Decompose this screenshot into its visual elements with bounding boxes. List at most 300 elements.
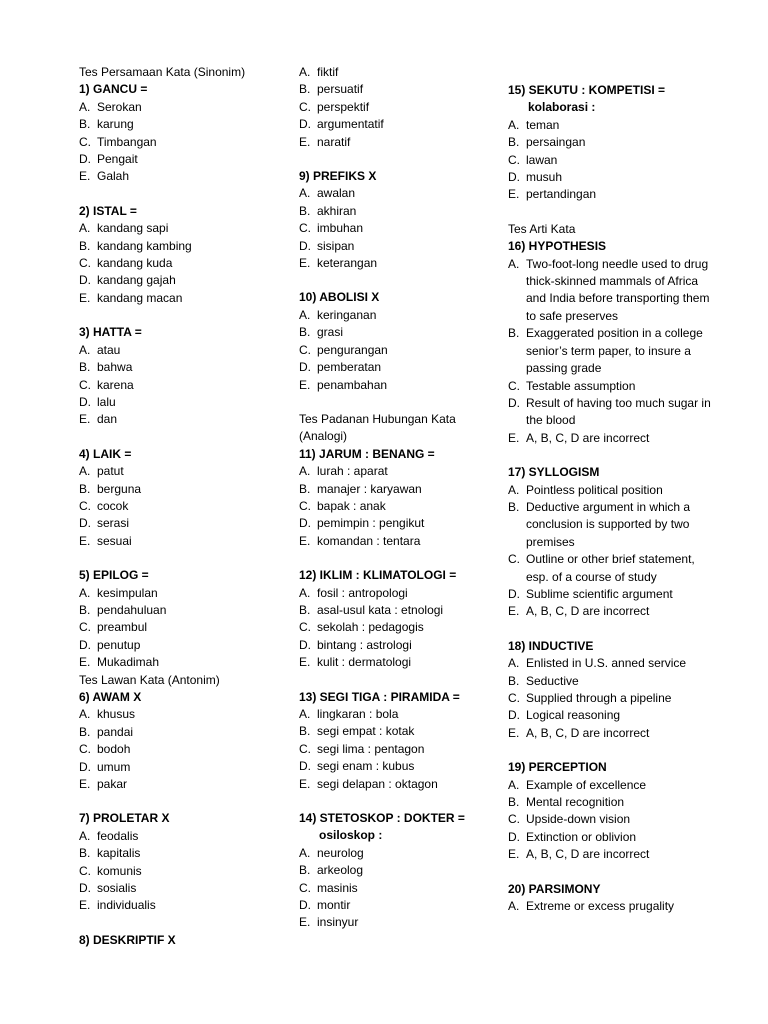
question-15-head: 15) SEKUTU : KOMPETISI = — [508, 83, 666, 97]
option-text: pandai — [97, 724, 134, 739]
option-text: umum — [97, 759, 131, 774]
option-letter: C. — [79, 256, 91, 271]
column-3 — [508, 82, 718, 915]
option-letter: E. — [79, 412, 91, 427]
option-text: Pengait — [97, 152, 138, 167]
option-letter: C. — [508, 812, 520, 827]
option-text: bintang : astrologi — [317, 637, 412, 652]
option-11b — [299, 481, 494, 498]
option-text: pertandingan — [526, 187, 597, 202]
question-1-head: 1) GANCU = — [79, 82, 148, 97]
option-letter: E. — [299, 533, 311, 548]
option-letter: E. — [508, 847, 520, 862]
option-text: segi empat : kotak — [317, 724, 415, 739]
option-letter: C. — [508, 691, 520, 705]
option-text: berguna — [97, 481, 142, 496]
option-letter: C. — [299, 498, 311, 513]
option-17c — [508, 551, 718, 586]
option-15e — [508, 186, 718, 203]
option-text: penutup — [97, 637, 141, 652]
option-18b — [508, 673, 718, 690]
option-text: Galah — [97, 169, 130, 184]
option-letter: C. — [508, 152, 520, 167]
option-letter: C. — [79, 863, 91, 878]
option-letter: C. — [299, 99, 311, 114]
option-letter: C. — [79, 377, 91, 392]
option-text: Two-foot-long needle used to drug thick-skinned mammals of Africa and India before transporting them to safe preserves — [526, 256, 710, 323]
option-letter: A. — [299, 307, 311, 322]
option-letter: D. — [299, 898, 311, 913]
question-13-head: 13) SEGI TIGA : PIRAMIDA = — [299, 689, 460, 704]
option-18c — [508, 690, 718, 707]
option-letter: A. — [508, 256, 520, 271]
option-letter: A. — [508, 482, 520, 497]
question-11-head: 11) JARUM : BENANG = — [299, 446, 435, 461]
question-19 — [508, 759, 718, 863]
option-letter: A. — [508, 117, 520, 132]
option-11d — [299, 515, 494, 532]
question-20 — [508, 881, 718, 916]
option-letter: A. — [299, 585, 311, 600]
option-4d — [79, 515, 279, 532]
option-text: fosil : antropologi — [317, 585, 408, 600]
option-letter: A. — [299, 186, 311, 201]
option-2b — [79, 238, 279, 255]
option-letter: C. — [79, 134, 91, 149]
option-10d — [299, 359, 494, 376]
question-4-head: 4) LAIK = — [79, 446, 132, 461]
option-text: teman — [526, 117, 560, 132]
question-5 — [79, 567, 279, 671]
option-text: A, B, C, D are incorrect — [526, 604, 650, 619]
option-text: bahwa — [97, 360, 133, 375]
option-19d — [508, 829, 718, 846]
option-5e — [79, 654, 279, 671]
option-text: segi enam : kubus — [317, 759, 415, 774]
option-6d — [79, 759, 279, 776]
question-6-head: 6) AWAM X — [79, 690, 142, 704]
option-letter: C. — [79, 620, 91, 635]
option-letter: C. — [299, 342, 311, 357]
option-text: Timbangan — [97, 134, 157, 149]
option-10c — [299, 342, 494, 359]
column-1 — [79, 64, 279, 949]
option-10b — [299, 324, 494, 341]
option-6c — [79, 741, 279, 758]
option-11e — [299, 533, 494, 550]
question-18 — [508, 638, 718, 742]
option-text: Outline or other brief statement, esp. of a course of study — [526, 552, 695, 584]
option-text: imbuhan — [317, 221, 364, 236]
option-text: asal-usul kata : etnologi — [317, 602, 444, 617]
question-16-head: 16) HYPOTHESIS — [508, 239, 607, 254]
option-17a — [508, 482, 718, 499]
option-text: sosialis — [97, 881, 137, 896]
option-7a — [79, 828, 279, 845]
option-6b — [79, 724, 279, 741]
option-letter: A. — [79, 221, 91, 236]
option-5b — [79, 602, 279, 619]
option-letter: A. — [79, 342, 91, 357]
option-1c — [79, 134, 279, 151]
option-7c — [79, 863, 279, 880]
question-9 — [299, 168, 494, 272]
option-text: Testable assumption — [526, 378, 636, 393]
option-7e — [79, 897, 279, 914]
option-19e — [508, 846, 718, 863]
option-text: keringanan — [317, 307, 377, 322]
question-10-head: 10) ABOLISI X — [299, 290, 380, 305]
question-19-head: 19) PERCEPTION — [508, 760, 607, 775]
option-letter: D. — [508, 395, 520, 410]
question-2 — [79, 203, 279, 307]
option-letter: D. — [299, 117, 311, 132]
option-text: manajer : karyawan — [317, 481, 422, 496]
option-letter: B. — [508, 326, 520, 341]
option-9a — [299, 185, 494, 202]
option-letter: C. — [508, 378, 520, 393]
option-13d — [299, 758, 494, 775]
option-2e — [79, 290, 279, 307]
option-letter: C. — [299, 620, 311, 635]
option-letter: C. — [79, 742, 91, 757]
option-text: kandang sapi — [97, 221, 169, 236]
option-18d — [508, 707, 718, 724]
option-text: lingkaran : bola — [317, 707, 399, 721]
option-text: Exaggerated position in a college senior’s term paper, to insure a passing grade — [526, 326, 703, 376]
option-text: kapitalis — [97, 846, 141, 861]
option-text: masinis — [317, 880, 358, 895]
option-letter: D. — [299, 238, 311, 253]
option-15d — [508, 169, 718, 186]
option-6e — [79, 776, 279, 793]
option-text: Sublime scientific argument — [526, 586, 673, 601]
option-19c — [508, 811, 718, 828]
option-letter: A. — [79, 464, 91, 479]
option-4e — [79, 533, 279, 550]
option-letter: B. — [79, 724, 91, 739]
option-letter: B. — [299, 863, 311, 878]
option-letter: B. — [79, 117, 91, 132]
option-3e — [79, 411, 279, 428]
option-text: pengurangan — [317, 342, 388, 357]
option-11c — [299, 498, 494, 515]
option-letter: E. — [79, 898, 91, 913]
option-text: karena — [97, 377, 134, 392]
option-16d — [508, 395, 718, 430]
option-text: Mukadimah — [97, 655, 160, 670]
option-19b — [508, 794, 718, 811]
option-text: kandang kambing — [97, 238, 192, 253]
question-10 — [299, 289, 494, 393]
option-letter: A. — [79, 707, 91, 722]
option-letter: B. — [299, 602, 311, 617]
option-text: neurolog — [317, 845, 364, 860]
question-11 — [299, 446, 494, 550]
option-text: musuh — [526, 170, 563, 185]
option-20a — [508, 898, 718, 915]
option-9c — [299, 220, 494, 237]
option-letter: E. — [79, 290, 91, 305]
option-16c — [508, 378, 718, 395]
option-letter: D. — [508, 708, 520, 723]
option-12a — [299, 585, 494, 602]
option-letter: B. — [508, 673, 520, 688]
option-letter: A. — [79, 99, 91, 114]
option-letter: A. — [299, 65, 311, 79]
option-letter: B. — [299, 82, 311, 97]
option-letter: C. — [299, 880, 311, 895]
option-4b — [79, 481, 279, 498]
option-letter: B. — [79, 846, 91, 861]
option-letter: B. — [79, 481, 91, 496]
option-text: preambul — [97, 620, 148, 635]
option-letter: D. — [508, 170, 520, 185]
option-14e — [299, 914, 494, 931]
option-13b — [299, 723, 494, 740]
option-text: sekolah : pedagogis — [317, 620, 424, 635]
option-letter: B. — [299, 203, 311, 218]
option-letter: E. — [299, 134, 311, 149]
option-text: serasi — [97, 516, 130, 531]
option-text: pakar — [97, 777, 128, 792]
option-text: dan — [97, 412, 118, 427]
option-4c — [79, 498, 279, 515]
option-letter: D. — [299, 759, 311, 774]
option-16b — [508, 325, 718, 377]
option-letter: A. — [299, 707, 311, 721]
section-title-antonim: Tes Lawan Kata (Antonim) — [79, 672, 220, 687]
option-text: pemimpin : pengikut — [317, 516, 425, 531]
option-text: persuatif — [317, 82, 364, 97]
option-9b — [299, 203, 494, 220]
option-text: A, B, C, D are incorrect — [526, 725, 650, 740]
option-17d — [508, 586, 718, 603]
option-3a — [79, 342, 279, 359]
option-letter: A. — [508, 777, 520, 792]
option-9e — [299, 255, 494, 272]
option-letter: B. — [508, 135, 520, 150]
option-letter: A. — [508, 656, 520, 671]
option-letter: B. — [79, 360, 91, 375]
option-text: arkeolog — [317, 863, 364, 878]
option-2d — [79, 272, 279, 289]
option-text: Logical reasoning — [526, 708, 621, 723]
option-letter: C. — [299, 221, 311, 236]
option-text: penambahan — [317, 377, 388, 392]
question-8-head: 8) DESKRIPTIF X — [79, 932, 176, 947]
option-3c — [79, 377, 279, 394]
option-letter: D. — [299, 637, 311, 652]
question-6 — [79, 689, 279, 793]
option-text: Supplied through a pipeline — [526, 691, 672, 705]
option-letter: A. — [508, 899, 520, 914]
option-letter: E. — [299, 915, 311, 930]
option-text: persaingan — [526, 135, 586, 150]
option-letter: B. — [299, 724, 311, 739]
option-8b — [299, 81, 494, 98]
question-7-head: 7) PROLETAR X — [79, 811, 170, 826]
option-text: sesuai — [97, 533, 132, 548]
option-10e — [299, 377, 494, 394]
question-4 — [79, 446, 279, 550]
option-text: perspektif — [317, 99, 370, 114]
option-text: awalan — [317, 186, 356, 201]
question-15 — [508, 82, 718, 204]
option-text: kandang macan — [97, 290, 183, 305]
option-text: keterangan — [317, 256, 378, 271]
option-text: argumentatif — [317, 117, 384, 132]
question-17-head: 17) SYLLOGISM — [508, 465, 600, 480]
option-text: komandan : tentara — [317, 533, 421, 548]
option-16e — [508, 430, 718, 447]
option-text: Upside-down vision — [526, 812, 631, 827]
option-12c — [299, 619, 494, 636]
option-text: pendahuluan — [97, 602, 167, 617]
question-9-head: 9) PREFIKS X — [299, 169, 377, 184]
option-8e — [299, 134, 494, 151]
option-letter: E. — [79, 655, 91, 670]
option-9d — [299, 238, 494, 255]
option-text: A, B, C, D are incorrect — [526, 847, 650, 862]
option-text: individualis — [97, 898, 156, 913]
option-text: Mental recognition — [526, 795, 625, 810]
option-letter: E. — [299, 776, 311, 791]
option-15c — [508, 152, 718, 169]
option-text: naratif — [317, 134, 351, 149]
option-text: Enlisted in U.S. anned service — [526, 656, 687, 671]
option-3d — [79, 394, 279, 411]
question-16 — [508, 238, 718, 447]
option-letter: B. — [299, 481, 311, 496]
option-8a — [299, 64, 494, 81]
option-text: bodoh — [97, 742, 131, 757]
option-12e — [299, 654, 494, 671]
option-text: A, B, C, D are incorrect — [526, 430, 650, 445]
question-14-sub: osiloskop : — [319, 828, 383, 843]
option-3b — [79, 359, 279, 376]
option-letter: D. — [79, 881, 91, 896]
option-text: lawan — [526, 152, 558, 167]
option-text: montir — [317, 898, 351, 913]
option-2c — [79, 255, 279, 272]
option-16a — [508, 256, 718, 326]
question-13 — [299, 689, 494, 793]
option-letter: C. — [299, 741, 311, 756]
option-text: lalu — [97, 394, 116, 409]
option-text: fiktif — [317, 65, 339, 79]
option-text: Extreme or excess prugality — [526, 899, 675, 914]
option-12d — [299, 637, 494, 654]
option-letter: B. — [508, 499, 520, 514]
question-18-head: 18) INDUCTIVE — [508, 638, 594, 653]
option-letter: D. — [79, 759, 91, 774]
option-letter: E. — [79, 533, 91, 548]
option-text: kandang kuda — [97, 256, 173, 271]
option-1b — [79, 116, 279, 133]
option-letter: E. — [79, 777, 91, 792]
option-15a — [508, 117, 718, 134]
option-letter: A. — [299, 845, 311, 860]
option-14c — [299, 880, 494, 897]
option-1a — [79, 99, 279, 116]
option-8c — [299, 99, 494, 116]
option-13c — [299, 741, 494, 758]
option-10a — [299, 307, 494, 324]
option-letter: E. — [508, 430, 520, 445]
question-17 — [508, 464, 718, 621]
option-text: bapak : anak — [317, 498, 386, 513]
option-letter: B. — [508, 795, 520, 810]
option-letter: D. — [299, 516, 311, 531]
option-letter: D. — [79, 637, 91, 652]
option-text: kandang gajah — [97, 273, 176, 288]
option-text: Result of having too much sugar in the blood — [526, 395, 711, 428]
option-text: Deductive argument in which a conclusion is supported by two premises — [526, 499, 691, 549]
question-7 — [79, 810, 279, 914]
option-text: atau — [97, 342, 121, 357]
option-6a — [79, 706, 279, 723]
option-letter: E. — [299, 256, 311, 271]
option-7d — [79, 880, 279, 897]
option-letter: D. — [508, 829, 520, 844]
option-text: Pointless political position — [526, 482, 663, 497]
option-2a — [79, 220, 279, 237]
option-text: akhiran — [317, 203, 357, 218]
option-letter: B. — [79, 602, 91, 617]
option-letter: D. — [79, 394, 91, 409]
question-5-head: 5) EPILOG = — [79, 568, 149, 583]
option-text: lurah : aparat — [317, 464, 388, 479]
option-letter: A. — [79, 585, 91, 600]
option-14b — [299, 862, 494, 879]
section-title-arti-kata: Tes Arti Kata — [508, 221, 576, 236]
option-14a — [299, 845, 494, 862]
option-letter: B. — [299, 325, 311, 340]
option-letter: B. — [79, 238, 91, 253]
option-7b — [79, 845, 279, 862]
option-letter: A. — [79, 828, 91, 843]
option-18e — [508, 725, 718, 742]
option-5c — [79, 619, 279, 636]
option-text: sisipan — [317, 238, 355, 253]
option-5a — [79, 585, 279, 602]
option-text: kulit : dermatologi — [317, 655, 412, 670]
option-13a — [299, 706, 494, 723]
section-title-analogi: Tes Padanan Hubungan Kata (Analogi) — [299, 411, 456, 444]
option-letter: E. — [508, 604, 520, 619]
option-letter: D. — [508, 586, 520, 601]
question-20-head: 20) PARSIMONY — [508, 881, 601, 896]
question-12 — [299, 567, 494, 671]
option-text: segi delapan : oktagon — [317, 776, 438, 791]
option-text: komunis — [97, 863, 142, 878]
option-5d — [79, 637, 279, 654]
option-letter: C. — [508, 552, 520, 567]
question-14 — [299, 810, 494, 932]
option-text: segi lima : pentagon — [317, 741, 425, 756]
option-letter: D. — [79, 273, 91, 288]
question-3-head: 3) HATTA = — [79, 325, 142, 340]
option-4a — [79, 463, 279, 480]
option-letter: D. — [299, 360, 311, 375]
option-15b — [508, 134, 718, 151]
question-14-head: 14) STETOSKOP : DOKTER = — [299, 811, 465, 826]
option-17e — [508, 603, 718, 620]
option-letter: D. — [79, 516, 91, 531]
option-text: Seductive — [526, 673, 579, 688]
option-text: feodalis — [97, 828, 139, 843]
